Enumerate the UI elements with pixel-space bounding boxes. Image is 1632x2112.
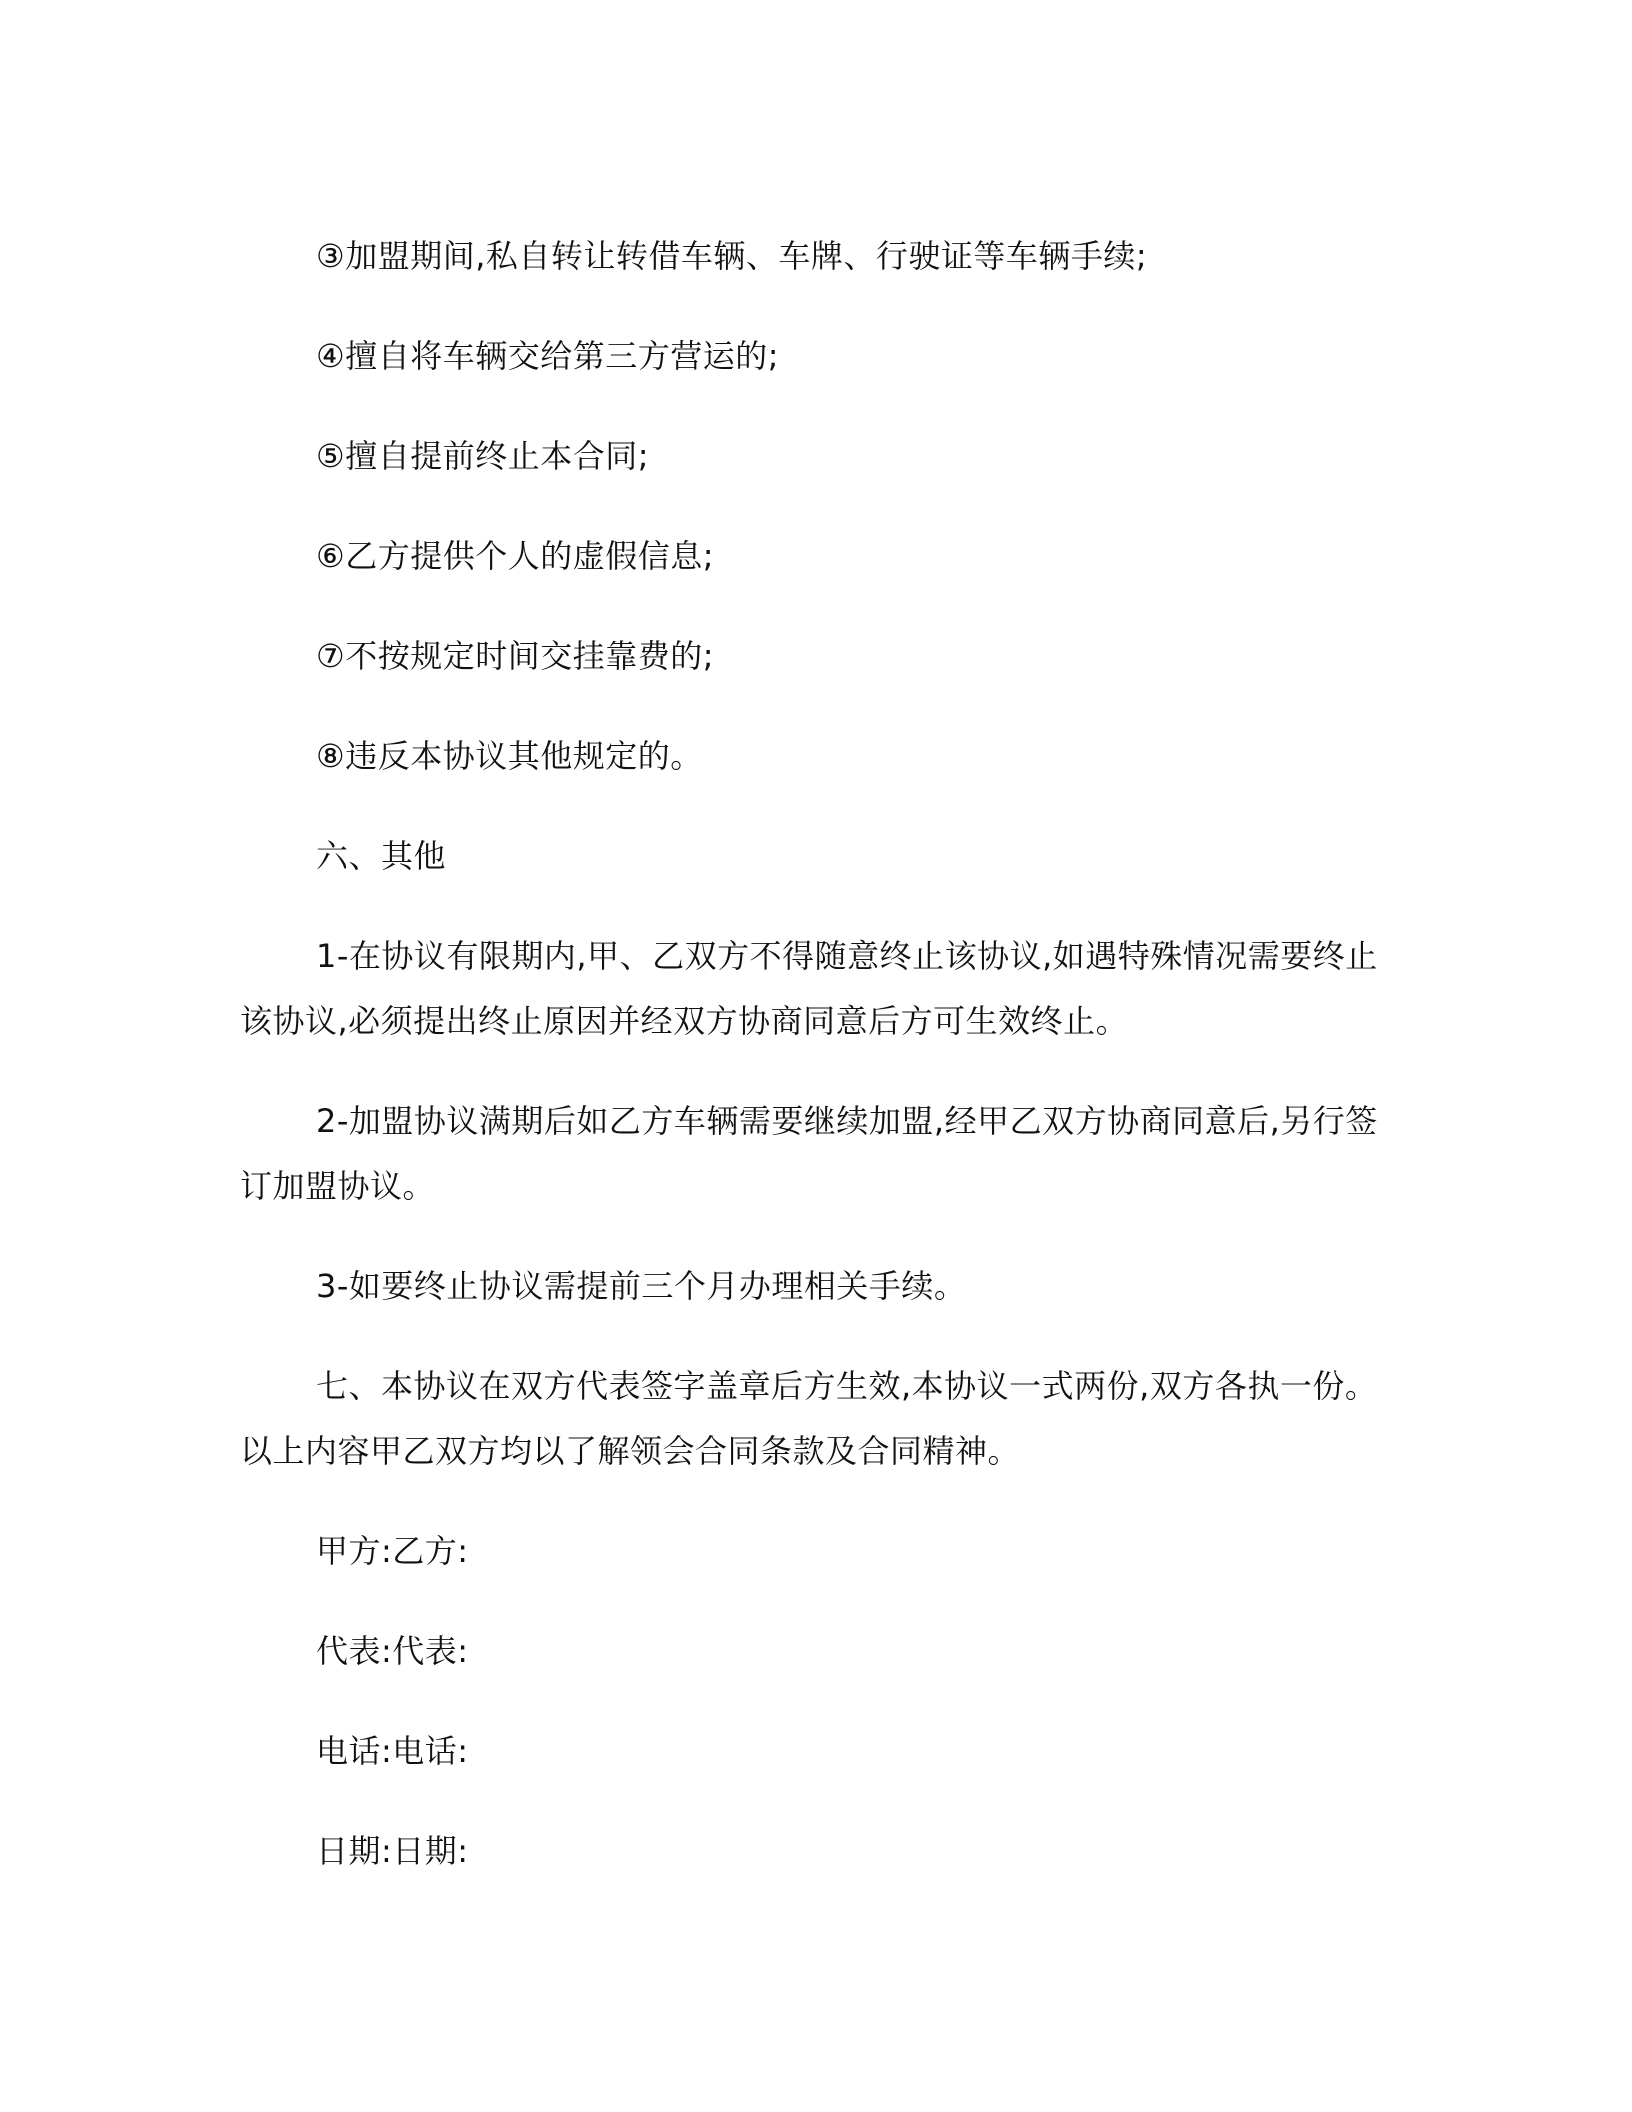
clause-item-3: ③加盟期间,私自转让转借车辆、车牌、行驶证等车辆手续; [316, 237, 1148, 275]
clause-item-8: ⑧违反本协议其他规定的。 [316, 737, 703, 775]
section-heading-other: 六、其他 [316, 837, 447, 875]
clause-item-4: ④擅自将车辆交给第三方营运的; [316, 337, 779, 375]
signature-phone-line: 电话:电话: [316, 1732, 469, 1770]
clause-item-7: ⑦不按规定时间交挂靠费的; [316, 637, 714, 675]
clause-item-6: ⑥乙方提供个人的虚假信息; [316, 537, 714, 575]
other-clause-3: 3-如要终止协议需提前三个月办理相关手续。 [316, 1267, 967, 1305]
signature-date-line: 日期:日期: [316, 1832, 469, 1870]
other-clause-1: 1-在协议有限期内,甲、乙双方不得随意终止该协议,如遇特殊情况需要终止该协议,必须提出终止原因并经双方协商同意后方可生效终止。 [240, 937, 1378, 1040]
document-body [240, 224, 1390, 1884]
signature-party-line: 甲方:乙方: [316, 1532, 469, 1570]
signature-representative-line: 代表:代表: [316, 1632, 469, 1670]
section-seven-effective: 七、本协议在双方代表签字盖章后方生效,本协议一式两份,双方各执一份。以上内容甲乙双方均以了解领会合同条款及合同精神。 [240, 1367, 1378, 1470]
clause-item-5: ⑤擅自提前终止本合同; [316, 437, 649, 475]
other-clause-2: 2-加盟协议满期后如乙方车辆需要继续加盟,经甲乙双方协商同意后,另行签订加盟协议。 [240, 1102, 1378, 1205]
